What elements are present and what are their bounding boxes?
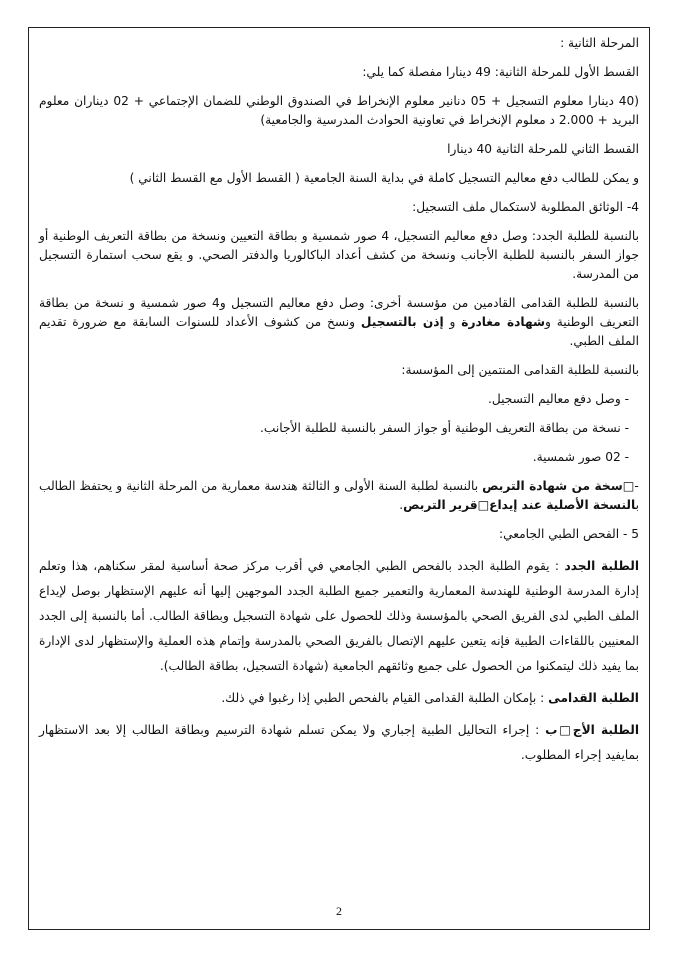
internship-note	[39, 477, 639, 515]
stage2-title: المرحلة الثانية :	[560, 36, 639, 50]
transfer-text-1: بالنسبة للطلبة القدامى القادمين من مؤسسة أخرى: وصل دفع معاليم التسجيل و4 صور شمسية و نسخة من بطاقة التعريف الوطنية و	[39, 296, 639, 329]
returning-item: - وصل دفع معاليم التسجيل.	[487, 392, 629, 406]
returning-item: - 02 صور شمسية.	[532, 450, 629, 464]
internship-text: بالنسبة لطلبة السنة الأولى و الثالثة هندسة معمارية من المرحلة الثانية و يحتفظ الطالب ب	[39, 479, 639, 512]
transfer-students-docs	[39, 294, 639, 351]
page-content	[39, 34, 639, 778]
returning-heading: بالنسبة للطلبة القدامى المنتمين إلى المؤسسة:	[401, 363, 639, 377]
medical-old-label: الطلبة القدامى	[548, 691, 639, 705]
medical-new-students	[39, 554, 639, 679]
transfer-text-2: ونسخ من كشوف الأعداد للسنوات السابقة مع ضرورة تقديم الملف الطبي.	[39, 315, 639, 348]
page-number: 2	[336, 904, 342, 918]
new-students-docs: بالنسبة للطلبة الجدد: وصل دفع معاليم التسجيل، 4 صور شمسية و بطاقة التعيين ونسخة من بطاقة التعريف الوطنية أو جواز السفر بالنسبة للطلبة الأجانب ونسخة من كشف أعداد الباكالوريا والدفتر الصحي. و يقع سحب استمارة التسجيل من المدرسة.	[39, 229, 640, 281]
fee-details: (40 دينارا معلوم التسجيل + 05 دنانير معلوم الإنخراط في الصندوق الوطني للضمان الإجتماعي + 02 ديناران معلوم البريد + 2.000 د معلوم الإنخراط في تعاونية الحوادث المدرسية والجامعية)	[39, 94, 639, 127]
medical-old-students	[39, 689, 639, 708]
medical-old-text: : بإمكان الطلبة القدامى القيام بالفحص الطبي إذا رغبوا في ذلك.	[221, 691, 549, 705]
medical-foreign-students	[39, 718, 639, 768]
medical-heading: 5 - الفحص الطبي الجامعي:	[498, 527, 639, 541]
medical-new-text: : يقوم الطلبة الجدد بالفحص الطبي الجامعي في أقرب مركز صحة أساسية لمقر سكناهم، هذا وتعلم إدارة المدرسة الوطنية للهندسة المعمارية والتعمير جميع الطلبة الجدد الموجهين إليها أنه عليهم الإستظهار بوصل لإيداع الملف الطبي لدى الفريق الصحي بالمؤسسة وذلك للحصول على شهادة التسجيل وبطاقة الطالب. أما بالنسبة إلى الجدد المعنيين باللقاءات الطبية فإنه يتعين عليهم الإتصال بالفريق الصحي بالمدرسة وإتمام هذه العملية والإستظهار لدى الإدارة بما يفيد ذلك ليتمكنوا من الحصول على جميع وثائقهم الجامعية (شهادة التسجيل، بطاقة الطالب).	[39, 559, 639, 673]
medical-foreign-label: الطلبة الأج□ب	[545, 723, 639, 737]
docs-heading: 4- الوثائق المطلوبة لاستكمال ملف التسجيل:	[412, 200, 639, 214]
installment2-line: القسط الثاني للمرحلة الثانية 40 دينارا	[447, 142, 639, 156]
medical-new-label: الطلبة الجدد	[564, 559, 639, 573]
full-payment-note: و يمكن للطالب دفع معاليم التسجيل كاملة في بداية السنة الجامعية ( القسط الأول مع القسط الثاني )	[129, 171, 639, 185]
leaving-certificate: شهادة مغادرة	[461, 315, 546, 329]
internship-certificate: سخة من شهادة التربص	[482, 479, 623, 493]
internship-prefix: -□	[622, 479, 639, 493]
medical-foreign-text: : إجراء التحاليل الطبية إجباري ولا يمكن تسلم شهادة الترسيم وبطاقة الطالب إلا بعد الاستظهار بمايفيد إجراء المطلوب.	[39, 723, 639, 762]
returning-item: - نسخة من بطاقة التعريف الوطنية أو جواز السفر بالنسبة للطلبة الأجانب.	[260, 421, 629, 435]
transfer-and: و	[443, 315, 462, 329]
internship-original: النسخة الأصلية عند إيداع□قرير التربص	[403, 498, 636, 512]
internship-end: .	[399, 498, 404, 512]
document-page	[28, 27, 650, 930]
installment1-line: القسط الأول للمرحلة الثانية: 49 دينارا مفصلة كما يلي:	[362, 65, 639, 79]
registration-permit: إذن بالتسجيل	[360, 315, 444, 329]
